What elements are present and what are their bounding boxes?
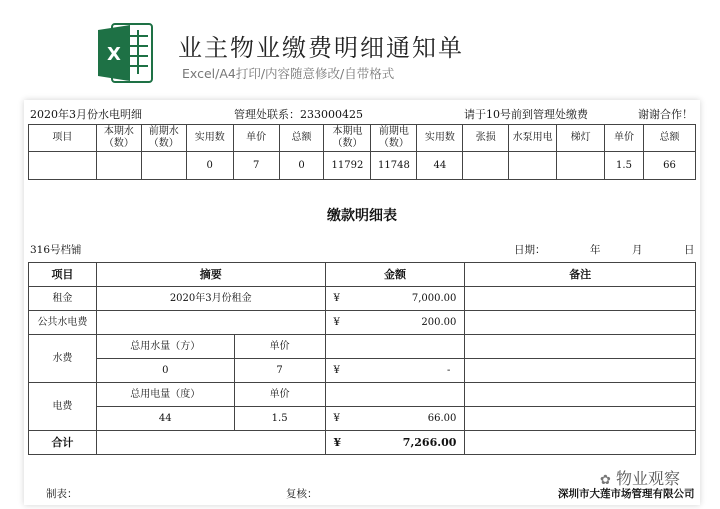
water-row — [29, 359, 696, 383]
wechat-icon: ✿ — [600, 473, 611, 488]
page-title: 业主物业缴费明细通知单 — [178, 34, 464, 62]
elec-amount-cell[interactable] — [325, 407, 465, 431]
water-sub-header-row — [29, 335, 696, 359]
util-value-cell[interactable] — [509, 152, 557, 180]
contact-label: 管理处联系：233000425 — [234, 108, 363, 121]
util-value-cell[interactable]: 11792 — [324, 152, 371, 180]
util-value-cell[interactable] — [463, 152, 509, 180]
elec-price-label[interactable]: 单价 — [234, 383, 325, 407]
util-header-cell[interactable]: 梯灯 — [557, 125, 605, 152]
year-label: 年 — [590, 244, 601, 256]
util-header-cell[interactable]: 总额 — [643, 125, 695, 152]
elec-amount: 66.00 — [427, 412, 457, 424]
water-remark-blank[interactable] — [465, 335, 696, 359]
thanks-label: 谢谢合作！ — [638, 108, 693, 121]
total-remark-cell[interactable] — [465, 431, 696, 455]
header-summary[interactable]: 摘要 — [96, 263, 325, 287]
util-header-cell[interactable]: 项目 — [29, 125, 97, 152]
elec-price-cell[interactable]: 1.5 — [234, 407, 325, 431]
util-value-cell[interactable] — [557, 152, 605, 180]
shop-label: 316号档铺 — [30, 244, 82, 256]
water-amount: - — [447, 364, 451, 376]
water-amount-blank[interactable] — [325, 335, 465, 359]
deadline-label: 请于10号前到管理处缴费 — [464, 108, 588, 121]
spreadsheet-sheet — [24, 100, 700, 505]
public-amount: 200.00 — [421, 316, 457, 328]
elec-remark-cell[interactable] — [465, 407, 696, 431]
elec-item-cell[interactable]: 电费 — [29, 383, 97, 431]
util-header-cell[interactable]: 前期水 （数） — [141, 125, 186, 152]
total-item-cell[interactable]: 合计 — [29, 431, 97, 455]
rent-summary-cell[interactable]: 2020年3月份租金 — [96, 287, 325, 311]
yen-symbol: ¥ — [333, 292, 340, 304]
page-header — [0, 0, 720, 96]
public-item-cell[interactable]: 公共水电费 — [29, 311, 97, 335]
detail-title: 缴款明细表 — [327, 208, 397, 224]
excel-logo-icon — [98, 22, 154, 84]
elec-amount-blank[interactable] — [325, 383, 465, 407]
util-header-cell[interactable]: 张损 — [463, 125, 509, 152]
util-value-cell[interactable]: 0 — [279, 152, 324, 180]
day-label: 日 — [684, 244, 695, 256]
total-amount: 7,266.00 — [402, 435, 457, 449]
payment-detail-table — [28, 262, 696, 455]
public-remark-cell[interactable] — [465, 311, 696, 335]
util-header-cell[interactable]: 单价 — [233, 125, 279, 152]
util-value-cell[interactable]: 44 — [417, 152, 463, 180]
total-summary-cell[interactable] — [96, 431, 325, 455]
elec-qty-cell[interactable]: 44 — [96, 407, 234, 431]
detail-header-row — [29, 263, 696, 287]
utility-header-row — [29, 125, 696, 152]
water-price-label[interactable]: 单价 — [234, 335, 325, 359]
svg-text:X: X — [107, 44, 121, 65]
public-amount-cell[interactable] — [325, 311, 465, 335]
yen-symbol: ¥ — [333, 435, 342, 449]
elec-sub-header-row — [29, 383, 696, 407]
watermark-text: 物业观察 — [616, 469, 681, 488]
watermark — [600, 466, 680, 489]
rent-row — [29, 287, 696, 311]
utility-table — [28, 124, 696, 180]
total-row — [29, 431, 696, 455]
util-value-cell[interactable]: 1.5 — [605, 152, 644, 180]
public-row — [29, 311, 696, 335]
water-amount-cell[interactable] — [325, 359, 465, 383]
util-value-cell[interactable]: 0 — [186, 152, 233, 180]
util-header-cell[interactable]: 实用数 — [186, 125, 233, 152]
water-price-cell[interactable]: 7 — [234, 359, 325, 383]
public-summary-cell[interactable] — [96, 311, 325, 335]
date-label: 日期： — [514, 244, 546, 256]
yen-symbol: ¥ — [333, 316, 340, 328]
rent-item-cell[interactable]: 租金 — [29, 287, 97, 311]
yen-symbol: ¥ — [333, 412, 340, 424]
water-qty-cell[interactable]: 0 — [96, 359, 234, 383]
util-header-cell[interactable]: 总额 — [279, 125, 324, 152]
water-remark-cell[interactable] — [465, 359, 696, 383]
util-month-label: 2020年3月份水电明细 — [30, 108, 142, 121]
page-subtitle: Excel/A4打印/内容随意修改/自带格式 — [182, 66, 395, 81]
elec-row — [29, 407, 696, 431]
util-header-cell[interactable]: 本期电 （数） — [324, 125, 371, 152]
util-value-cell[interactable] — [29, 152, 97, 180]
header-amount[interactable]: 金额 — [325, 263, 465, 287]
rent-amount: 7,000.00 — [411, 292, 457, 304]
util-header-cell[interactable]: 水泵用电 — [509, 125, 557, 152]
util-header-cell[interactable]: 本期水 （数） — [96, 125, 141, 152]
rent-amount-cell[interactable] — [325, 287, 465, 311]
total-amount-cell[interactable] — [325, 431, 465, 455]
water-qty-label[interactable]: 总用水量（方） — [96, 335, 234, 359]
util-value-cell[interactable]: 11748 — [371, 152, 417, 180]
util-value-cell[interactable] — [141, 152, 186, 180]
util-value-cell[interactable]: 7 — [233, 152, 279, 180]
elec-qty-label[interactable]: 总用电量（度） — [96, 383, 234, 407]
maker-label: 制表： — [46, 488, 78, 500]
util-header-cell[interactable]: 单价 — [605, 125, 644, 152]
checker-label: 复核： — [286, 488, 318, 500]
company-name: 深圳市大莲市场管理有限公司 — [558, 488, 695, 500]
util-value-cell[interactable] — [96, 152, 141, 180]
utility-value-row — [29, 152, 696, 180]
water-item-cell[interactable]: 水费 — [29, 335, 97, 383]
yen-symbol: ¥ — [333, 364, 340, 376]
header-remark[interactable]: 备注 — [465, 263, 696, 287]
util-header-cell[interactable]: 前期电 （数） — [371, 125, 417, 152]
elec-remark-blank[interactable] — [465, 383, 696, 407]
month-label: 月 — [632, 244, 643, 256]
rent-remark-cell[interactable] — [465, 287, 696, 311]
header-item[interactable]: 项目 — [29, 263, 97, 287]
util-value-cell[interactable]: 66 — [643, 152, 695, 180]
util-header-cell[interactable]: 实用数 — [417, 125, 463, 152]
